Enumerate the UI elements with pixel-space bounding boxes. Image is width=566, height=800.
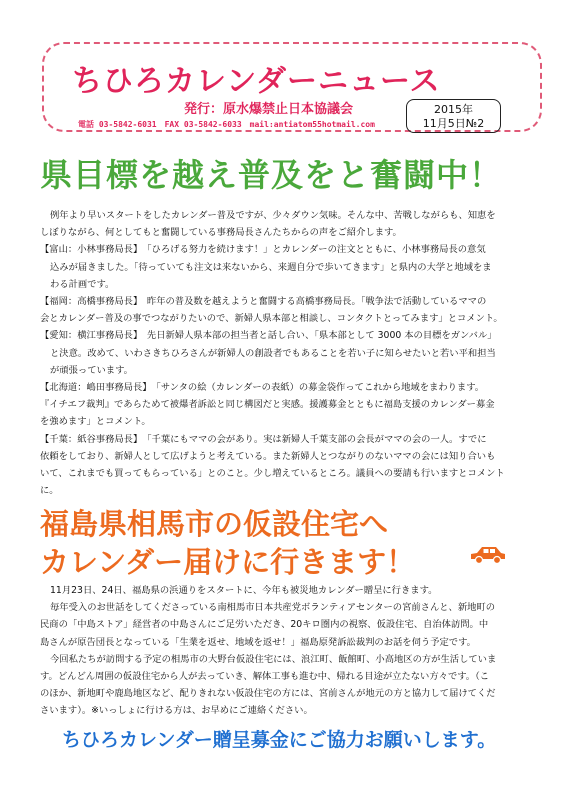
paragraph-line: 島さんが原告団長となっている「生業を返せ、地域を返せ！」福島原発訴訟裁判のお話を伺う予定です。 (40, 636, 476, 648)
paragraph-line: 込みが届きました。「待っていても注文は来ないから、来週自分で歩いてきます」と県内の大学と地域をま (50, 261, 492, 273)
paragraph-line: 依頼をしており、新婦人として広げようと考えている。また新婦人とつながりのないママの会には知り合いも (40, 450, 496, 462)
section2-body (40, 582, 535, 720)
paragraph-line: のほか、新地町や鹿島地区など、配りきれない仮設住宅の方には、宮前さんが地元の方と協力して届けてくだ (40, 688, 496, 700)
paragraph-line: 『イチエフ裁判』であらためて被爆者訴訟と同じ構図だと実感。援護募金とともに福島支援のカレンダー募金 (40, 399, 495, 411)
issue-date-box (406, 99, 501, 133)
paragraph-line: 毎年受入のお世話をしてくださっている南相馬市日本共産党ボランティアセンターの宮前さんと、新地町の (50, 602, 496, 614)
paragraph-line: いて、これまでも買ってもらっている」とのこと。少し増えているところ。議員への要請も行いますとコメント (40, 468, 505, 480)
newsletter-title: ちひろカレンダーニュース (72, 64, 441, 99)
paragraph-line: 【北海道：嶋田事務局長】 「サンタの絵（カレンダーの表紙）の募金袋作ってこれから地域をまわります。 (40, 382, 485, 394)
publisher-line: 発行：原水爆禁止日本協議会 (184, 102, 354, 117)
paragraph-line: を強めます」とコメント。 (40, 416, 151, 428)
paragraph-line: 例年より早いスタートをしたカレンダー普及ですが、少々ダウン気味。そんな中、苦戦しながらも、知恵を (50, 210, 496, 221)
section2-headline-line2: カレンダー届けに行きます！ (40, 545, 416, 579)
paragraph-line: 今回私たちが訪問する予定の相馬市の大野台仮設住宅には、浪江町、飯館町、小高地区の方が生活していま (50, 653, 497, 665)
paragraph-line: 11月23日、24日、福島県の浜通りをスタートに、今年も被災地カレンダー贈呈に行きます。 (50, 585, 438, 596)
paragraph-line: 会とカレンダー普及の事でつながりたいので、新婦人県本部と相談し、コンタクトとってみます」とコメント。 (40, 313, 503, 325)
paragraph-line: 民商の「中島ストア」経営者の中島さんにご足労いただき、20キロ圏内の視察、仮設住宅、自治体訪問。中 (40, 619, 489, 631)
paragraph-line: が頑張っています。 (50, 364, 133, 376)
car-icon (468, 543, 508, 567)
section2-headline (40, 505, 415, 581)
paragraph-line: 【富山：小林事務局長】 「ひろげる努力を続けます！」とカレンダーの注文とともに、小林事務局長の意気 (40, 244, 486, 256)
paragraph-line: わる計画です。 (50, 278, 115, 290)
issue-year: 2015年 (434, 103, 473, 116)
paragraph-line: しぼりながら、何としてもと奮闘している事務局長さんたちからの声をご紹介します。 (40, 227, 402, 239)
contact-line: 電話 03-5842-6031 FAX 03-5842-6033 mail:antiatom55hotmail.com (78, 120, 375, 129)
section1-body (40, 207, 535, 499)
paragraph-line: 【福岡：高橋事務局長】 昨年の普及数を越えようと奮闘する高橋事務局長。「戦争法で活動しているママの (40, 296, 487, 308)
donation-appeal: ちひろカレンダー贈呈募金にご協力お願いします。 (62, 729, 497, 751)
section2-headline-line1: 福島県相馬市の仮設住宅へ (40, 507, 389, 541)
paragraph-line: す。どんどん周囲の仮設住宅から人が去っていき、解体工事も進む中、帰れる目途が立たない方々です。（こ (40, 671, 490, 683)
paragraph-line: 【千葉：紙谷事務局長】 「千葉にもママの会があり。実は新婦人千葉支部の会長がママの会の一人。すでに (40, 433, 487, 445)
section1-headline: 県目標を越え普及をと奮闘中！ (40, 156, 503, 194)
paragraph-line: さいます）。※いっしょに行ける方は、お早めにご連絡ください。 (40, 705, 313, 717)
paragraph-line: 【愛知：横江事務局長】 先日新婦人県本部の担当者と話し合い、「県本部として 3000 本の目標をガンバル」 (40, 330, 497, 342)
paragraph-line: に。 (40, 485, 59, 497)
paragraph-line: と決意。改めて、いわさきちひろさんが新婦人の創設者でもあることを若い子に知らせたいと若い平和担当 (50, 347, 496, 359)
issue-number: 11月5日№2 (422, 117, 485, 130)
